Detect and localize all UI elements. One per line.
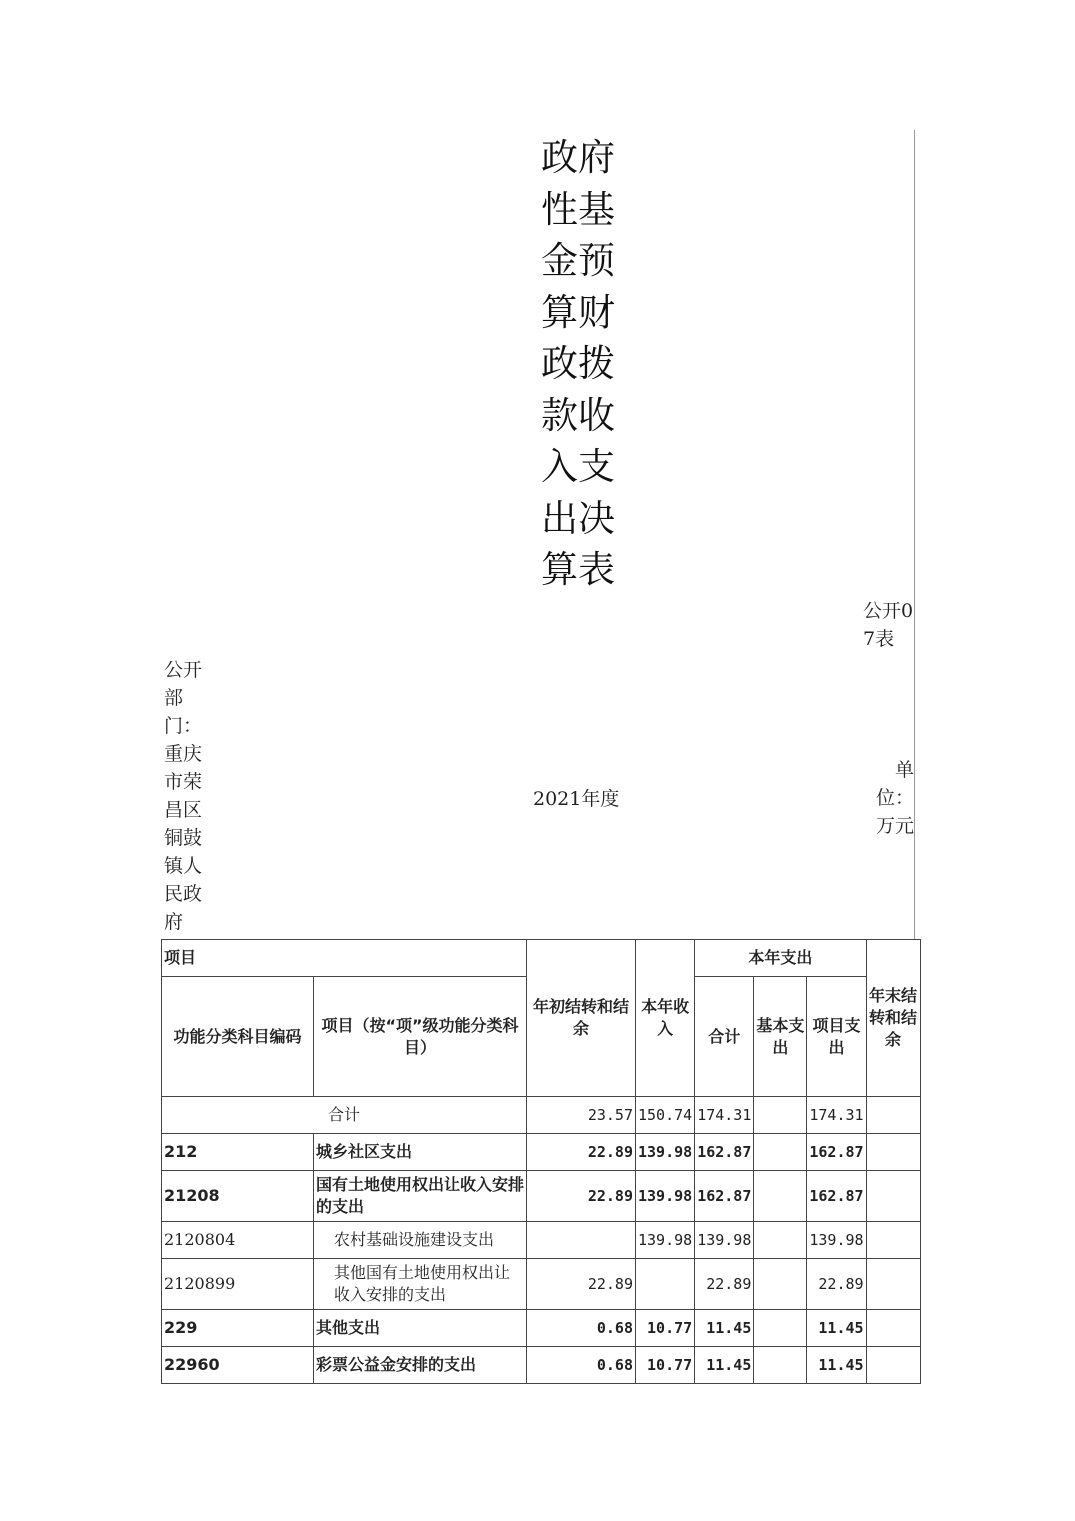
cell-basic [754,1347,807,1384]
table-row [162,1259,921,1310]
table-row [162,1222,921,1259]
cell-income: 139.98 [636,1222,695,1259]
total-label: 合计 [162,1097,527,1134]
cell-name: 其他支出 [314,1310,527,1347]
cell-basic [754,1259,807,1310]
table-row [162,1347,921,1384]
page-title: 政府性基金预算财政拨款收入支出决算表 [541,136,615,591]
cell-code: 21208 [162,1171,314,1222]
cell-code: 2120804 [162,1222,314,1259]
cell-name: 农村基础设施建设支出 [314,1222,527,1259]
cell-total: 11.45 [695,1347,754,1384]
header-name: 项目（按“项”级功能分类科目） [314,977,527,1097]
cell-closing [866,1171,920,1222]
cell-income: 150.74 [636,1097,695,1134]
table-tag: 公开07表 [863,600,914,650]
cell-basic [754,1171,807,1222]
table-row [162,1171,921,1222]
header-income: 本年收入 [636,940,695,1097]
right-border-line [914,130,915,940]
cell-total: 11.45 [695,1310,754,1347]
cell-closing [866,1310,920,1347]
cell-opening: 22.89 [527,1259,636,1310]
cell-income: 10.77 [636,1310,695,1347]
cell-code: 22960 [162,1347,314,1384]
table-row [162,1134,921,1171]
cell-closing [866,1259,920,1310]
cell-opening: 0.68 [527,1310,636,1347]
cell-income: 139.98 [636,1171,695,1222]
budget-table [161,939,921,1384]
cell-project: 162.87 [807,1134,866,1171]
cell-basic [754,1097,807,1134]
cell-income: 10.77 [636,1347,695,1384]
cell-closing [866,1222,920,1259]
header-expense-group: 本年支出 [695,940,866,977]
header-item: 项目 [162,940,527,977]
unit-label: 单位：万元 [875,759,914,837]
cell-income [636,1259,695,1310]
cell-project: 11.45 [807,1347,866,1384]
cell-project: 139.98 [807,1222,866,1259]
cell-basic [754,1134,807,1171]
cell-opening: 0.68 [527,1347,636,1384]
header-opening: 年初结转和结余 [527,940,636,1097]
header-code: 功能分类科目编码 [162,977,314,1097]
cell-total: 174.31 [695,1097,754,1134]
cell-total: 162.87 [695,1134,754,1171]
cell-closing [866,1097,920,1134]
cell-income: 139.98 [636,1134,695,1171]
cell-code: 212 [162,1134,314,1171]
fiscal-year: 2021年度 [533,788,620,810]
cell-total: 139.98 [695,1222,754,1259]
cell-project: 11.45 [807,1310,866,1347]
cell-code: 2120899 [162,1259,314,1310]
cell-opening: 23.57 [527,1097,636,1134]
table-row-total [162,1097,921,1134]
cell-project: 162.87 [807,1171,866,1222]
cell-total: 162.87 [695,1171,754,1222]
header-total: 合计 [695,977,754,1097]
cell-name: 国有土地使用权出让收入安排的支出 [314,1171,527,1222]
cell-opening: 22.89 [527,1171,636,1222]
table-row [162,1310,921,1347]
cell-name: 其他国有土地使用权出让收入安排的支出 [314,1259,527,1310]
cell-name: 彩票公益金安排的支出 [314,1347,527,1384]
cell-basic [754,1310,807,1347]
cell-project: 22.89 [807,1259,866,1310]
header-project: 项目支出 [807,977,866,1097]
cell-closing [866,1134,920,1171]
department-label: 公开部门：重庆市荣昌区铜鼓镇人民政府 [164,659,203,933]
cell-code: 229 [162,1310,314,1347]
cell-project: 174.31 [807,1097,866,1134]
header-closing: 年末结转和结余 [866,940,920,1097]
cell-opening: 22.89 [527,1134,636,1171]
header-basic: 基本支出 [754,977,807,1097]
cell-name: 城乡社区支出 [314,1134,527,1171]
cell-opening [527,1222,636,1259]
cell-basic [754,1222,807,1259]
cell-total: 22.89 [695,1259,754,1310]
cell-closing [866,1347,920,1384]
